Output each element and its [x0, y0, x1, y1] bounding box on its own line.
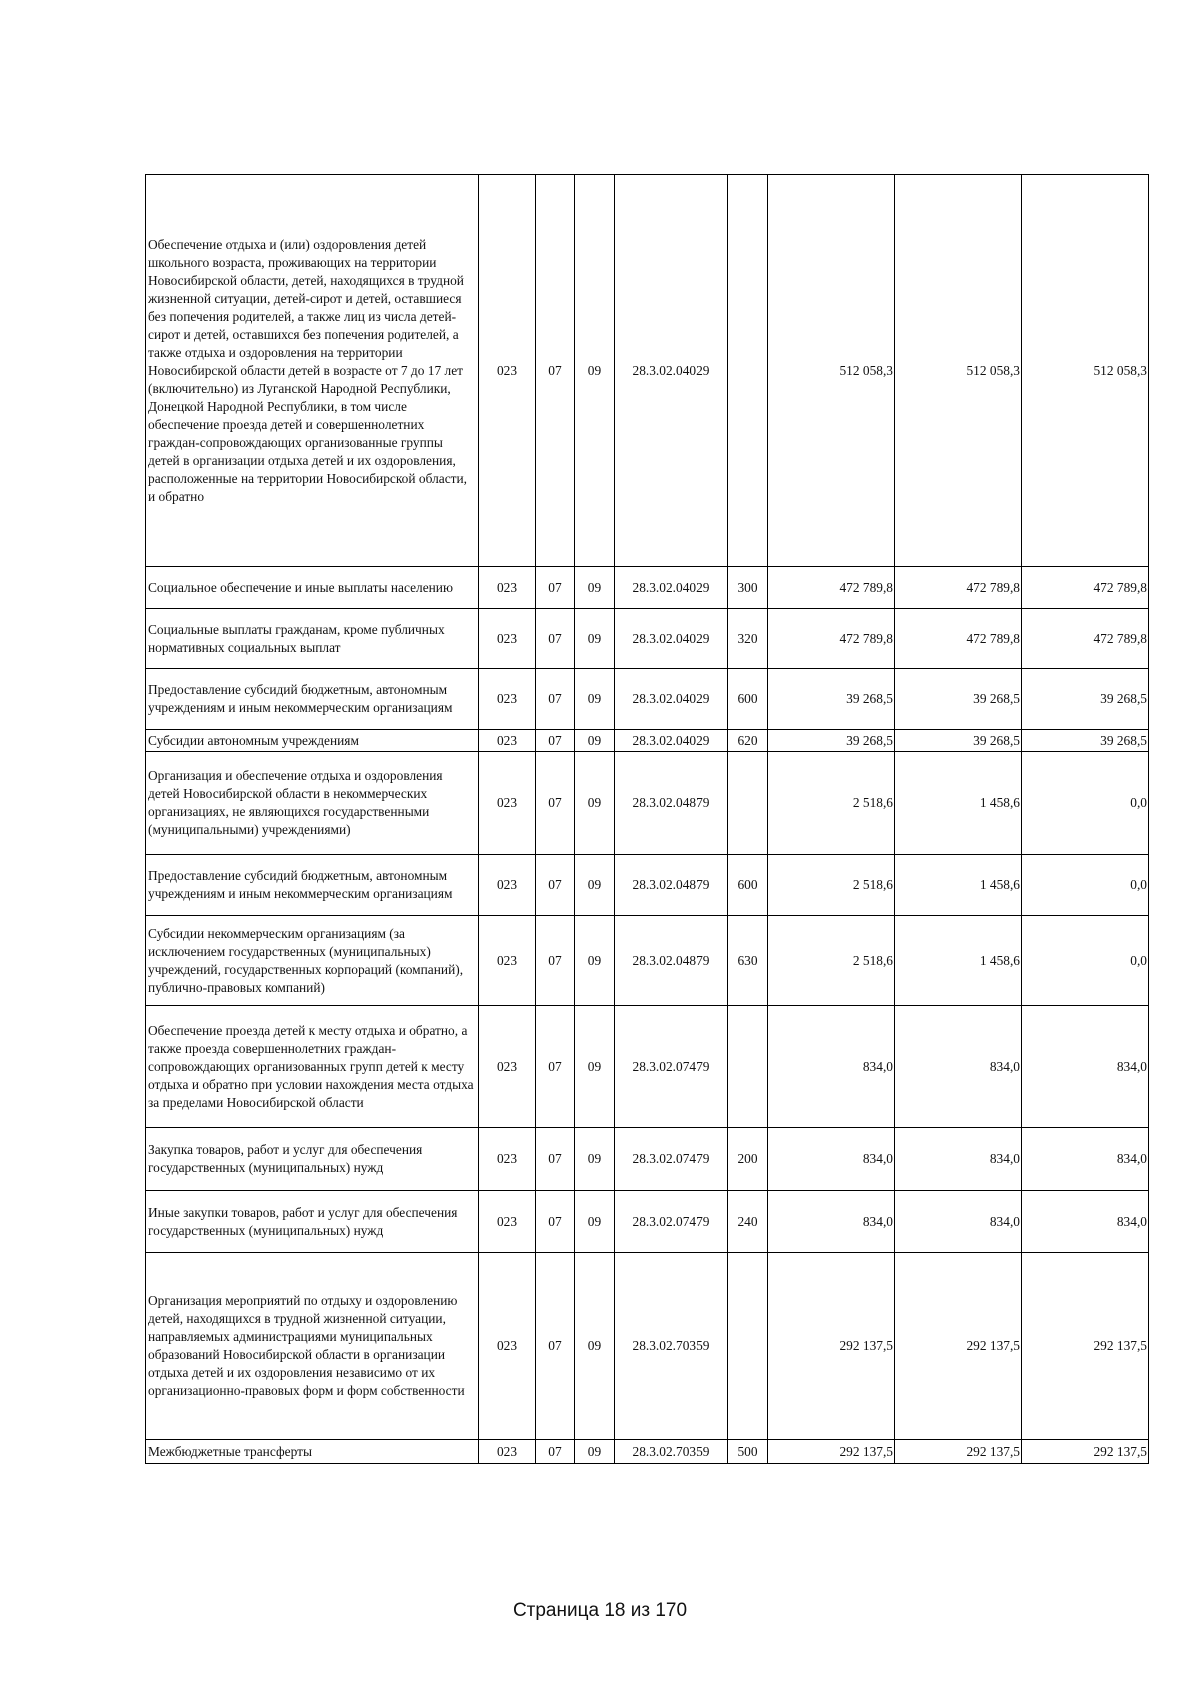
section-code: 07 — [536, 752, 575, 855]
grbs-code: 023 — [479, 567, 536, 609]
amount-year-1: 2 518,6 — [768, 855, 895, 916]
amount-year-3: 834,0 — [1022, 1006, 1149, 1128]
amount-year-2: 834,0 — [895, 1006, 1022, 1128]
amount-year-2: 1 458,6 — [895, 916, 1022, 1006]
amount-year-3: 0,0 — [1022, 916, 1149, 1006]
subsection-code: 09 — [575, 916, 615, 1006]
grbs-code: 023 — [479, 1253, 536, 1440]
expense-type-code — [728, 752, 768, 855]
amount-year-2: 39 268,5 — [895, 730, 1022, 752]
page-number: Страница 18 из 170 — [512, 1600, 688, 1621]
target-article-code: 28.3.02.07479 — [615, 1006, 728, 1128]
section-code: 07 — [536, 1191, 575, 1253]
item-name: Закупка товаров, работ и услуг для обеспечения государственных (муниципальных) нужд — [146, 1128, 479, 1191]
amount-year-3: 292 137,5 — [1022, 1253, 1149, 1440]
target-article-code: 28.3.02.04029 — [615, 730, 728, 752]
target-article-code: 28.3.02.04029 — [615, 609, 728, 669]
expense-type-code: 240 — [728, 1191, 768, 1253]
section-code: 07 — [536, 730, 575, 752]
amount-year-3: 292 137,5 — [1022, 1440, 1149, 1464]
table-row — [146, 567, 1149, 609]
table-row — [146, 1253, 1149, 1440]
amount-year-1: 472 789,8 — [768, 567, 895, 609]
table-body — [146, 175, 1149, 1464]
item-name: Организация и обеспечение отдыха и оздоровления детей Новосибирской области в некоммерческих организациях, не являющихся государственными (муниципальными) учреждениями) — [146, 752, 479, 855]
item-name: Организация мероприятий по отдыху и оздоровлению детей, находящихся в трудной жизненной ситуации, направляемых администрациями муниципальных образований Новосибирской области в организации отдыха детей и их оздоровления независимо от их организационно-правовых форм и форм собственности — [146, 1253, 479, 1440]
target-article-code: 28.3.02.04029 — [615, 669, 728, 730]
expense-type-code: 600 — [728, 855, 768, 916]
amount-year-2: 292 137,5 — [895, 1253, 1022, 1440]
amount-year-3: 512 058,3 — [1022, 175, 1149, 567]
grbs-code: 023 — [479, 752, 536, 855]
item-name: Межбюджетные трансферты — [146, 1440, 479, 1464]
amount-year-1: 512 058,3 — [768, 175, 895, 567]
target-article-code: 28.3.02.07479 — [615, 1128, 728, 1191]
table-row — [146, 1006, 1149, 1128]
subsection-code: 09 — [575, 567, 615, 609]
section-code: 07 — [536, 567, 575, 609]
amount-year-2: 834,0 — [895, 1191, 1022, 1253]
grbs-code: 023 — [479, 730, 536, 752]
amount-year-3: 472 789,8 — [1022, 567, 1149, 609]
expense-type-code — [728, 1006, 768, 1128]
amount-year-3: 39 268,5 — [1022, 730, 1149, 752]
expense-type-code — [728, 175, 768, 567]
grbs-code: 023 — [479, 1440, 536, 1464]
target-article-code: 28.3.02.07479 — [615, 1191, 728, 1253]
grbs-code: 023 — [479, 1006, 536, 1128]
expense-type-code: 200 — [728, 1128, 768, 1191]
section-code: 07 — [536, 609, 575, 669]
item-name: Предоставление субсидий бюджетным, автономным учреждениям и иным некоммерческим организациям — [146, 855, 479, 916]
amount-year-2: 512 058,3 — [895, 175, 1022, 567]
target-article-code: 28.3.02.04879 — [615, 855, 728, 916]
grbs-code: 023 — [479, 1128, 536, 1191]
grbs-code: 023 — [479, 175, 536, 567]
subsection-code: 09 — [575, 669, 615, 730]
section-code: 07 — [536, 1006, 575, 1128]
budget-table — [145, 174, 1149, 1464]
amount-year-3: 834,0 — [1022, 1191, 1149, 1253]
table-row — [146, 669, 1149, 730]
grbs-code: 023 — [479, 609, 536, 669]
table-row — [146, 916, 1149, 1006]
item-name: Обеспечение проезда детей к месту отдыха и обратно, а также проезда совершеннолетних граждан-сопровождающих организованных групп детей к месту отдыха и обратно при условии нахождения места отдыха за пределами Новосибирской области — [146, 1006, 479, 1128]
amount-year-1: 292 137,5 — [768, 1253, 895, 1440]
amount-year-3: 39 268,5 — [1022, 669, 1149, 730]
grbs-code: 023 — [479, 1191, 536, 1253]
target-article-code: 28.3.02.04029 — [615, 175, 728, 567]
amount-year-2: 292 137,5 — [895, 1440, 1022, 1464]
amount-year-1: 834,0 — [768, 1006, 895, 1128]
amount-year-2: 1 458,6 — [895, 855, 1022, 916]
expense-type-code: 630 — [728, 916, 768, 1006]
amount-year-1: 472 789,8 — [768, 609, 895, 669]
amount-year-3: 472 789,8 — [1022, 609, 1149, 669]
item-name: Социальные выплаты гражданам, кроме публичных нормативных социальных выплат — [146, 609, 479, 669]
amount-year-2: 834,0 — [895, 1128, 1022, 1191]
section-code: 07 — [536, 1253, 575, 1440]
expense-type-code — [728, 1253, 768, 1440]
item-name: Обеспечение отдыха и (или) оздоровления детей школьного возраста, проживающих на территории Новосибирской области, детей, находящихся в трудной жизненной ситуации, детей-сирот и детей, оставшиеся без попечения родителей, а также лиц из числа детей-сирот и детей, оставшихся без попечения родителей, а также отдыха и оздоровления на территории Новосибирской области детей в возрасте от 7 до 17 лет (включительно) из Луганской Народной Республики, Донецкой Народной Республики, в том числе обеспечение проезда детей и совершеннолетних граждан-сопровождающих организованные группы детей в организации отдыха детей и их оздоровления, расположенные на территории Новосибирской области, и обратно — [146, 175, 479, 567]
subsection-code: 09 — [575, 1191, 615, 1253]
subsection-code: 09 — [575, 855, 615, 916]
expense-type-code: 300 — [728, 567, 768, 609]
amount-year-1: 834,0 — [768, 1128, 895, 1191]
section-code: 07 — [536, 1440, 575, 1464]
expense-type-code: 500 — [728, 1440, 768, 1464]
amount-year-1: 39 268,5 — [768, 669, 895, 730]
amount-year-3: 834,0 — [1022, 1128, 1149, 1191]
section-code: 07 — [536, 916, 575, 1006]
expense-type-code: 600 — [728, 669, 768, 730]
amount-year-1: 39 268,5 — [768, 730, 895, 752]
grbs-code: 023 — [479, 916, 536, 1006]
subsection-code: 09 — [575, 609, 615, 669]
target-article-code: 28.3.02.04879 — [615, 752, 728, 855]
subsection-code: 09 — [575, 1006, 615, 1128]
amount-year-3: 0,0 — [1022, 752, 1149, 855]
amount-year-1: 2 518,6 — [768, 752, 895, 855]
amount-year-1: 2 518,6 — [768, 916, 895, 1006]
table-row — [146, 1440, 1149, 1464]
target-article-code: 28.3.02.70359 — [615, 1253, 728, 1440]
expense-type-code: 620 — [728, 730, 768, 752]
item-name: Иные закупки товаров, работ и услуг для обеспечения государственных (муниципальных) нужд — [146, 1191, 479, 1253]
item-name: Социальное обеспечение и иные выплаты населению — [146, 567, 479, 609]
amount-year-2: 39 268,5 — [895, 669, 1022, 730]
amount-year-1: 292 137,5 — [768, 1440, 895, 1464]
table-row — [146, 855, 1149, 916]
subsection-code: 09 — [575, 730, 615, 752]
subsection-code: 09 — [575, 1128, 615, 1191]
section-code: 07 — [536, 175, 575, 567]
item-name: Предоставление субсидий бюджетным, автономным учреждениям и иным некоммерческим организациям — [146, 669, 479, 730]
grbs-code: 023 — [479, 669, 536, 730]
target-article-code: 28.3.02.04879 — [615, 916, 728, 1006]
grbs-code: 023 — [479, 855, 536, 916]
expense-type-code: 320 — [728, 609, 768, 669]
section-code: 07 — [536, 669, 575, 730]
item-name: Субсидии автономным учреждениям — [146, 730, 479, 752]
section-code: 07 — [536, 855, 575, 916]
amount-year-2: 1 458,6 — [895, 752, 1022, 855]
amount-year-1: 834,0 — [768, 1191, 895, 1253]
subsection-code: 09 — [575, 1253, 615, 1440]
target-article-code: 28.3.02.04029 — [615, 567, 728, 609]
subsection-code: 09 — [575, 1440, 615, 1464]
table-row — [146, 1191, 1149, 1253]
table-row — [146, 752, 1149, 855]
amount-year-3: 0,0 — [1022, 855, 1149, 916]
table-row — [146, 1128, 1149, 1191]
subsection-code: 09 — [575, 752, 615, 855]
amount-year-2: 472 789,8 — [895, 567, 1022, 609]
table-row — [146, 175, 1149, 567]
target-article-code: 28.3.02.70359 — [615, 1440, 728, 1464]
section-code: 07 — [536, 1128, 575, 1191]
item-name: Субсидии некоммерческим организациям (за исключением государственных (муниципальных) учреждений, государственных корпораций (компаний), публично-правовых компаний) — [146, 916, 479, 1006]
subsection-code: 09 — [575, 175, 615, 567]
amount-year-2: 472 789,8 — [895, 609, 1022, 669]
table-row — [146, 609, 1149, 669]
table-row — [146, 730, 1149, 752]
